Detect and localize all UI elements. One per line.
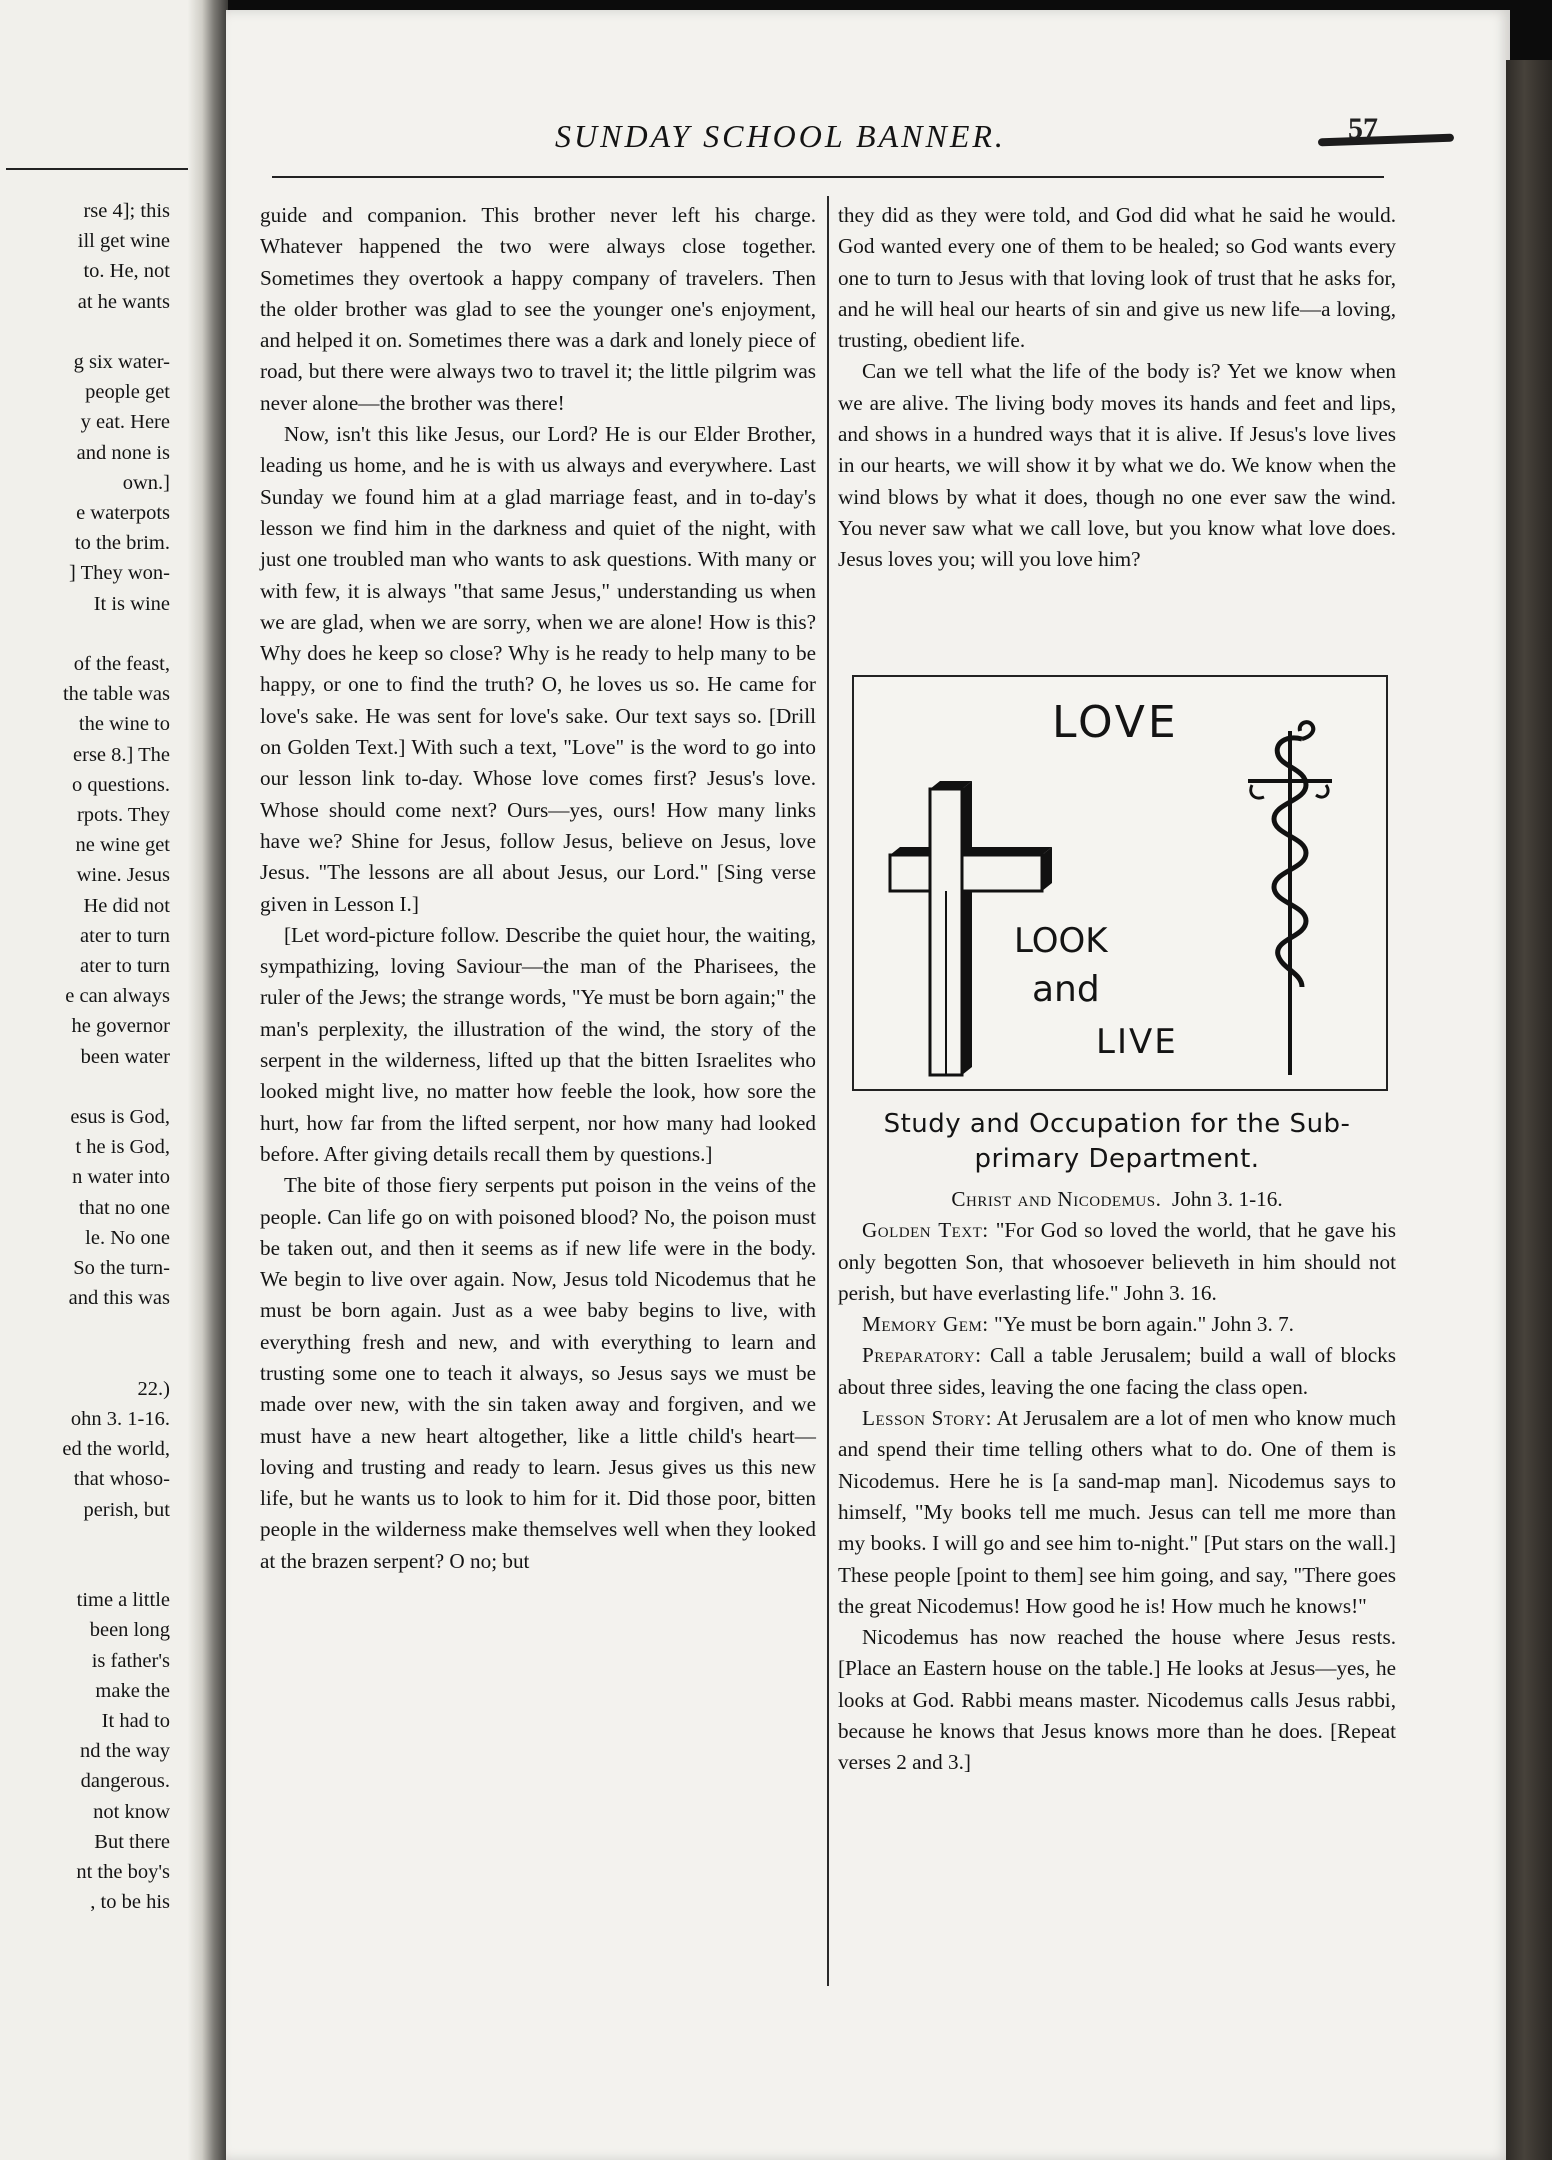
golden-text-label: Golden Text: (862, 1218, 989, 1243)
left-page-line: t he is God, (75, 1136, 170, 1159)
brazen-serpent-icon (1248, 722, 1332, 1075)
figure-word-and: and (1032, 969, 1100, 1010)
lesson-subtitle-label: Christ and Nicodemus. (951, 1187, 1162, 1211)
running-head: SUNDAY SCHOOL BANNER. (555, 118, 1006, 154)
left-page-line: to the brim. (74, 532, 170, 555)
lesson-subtitle (838, 1184, 1396, 1215)
header-rule (272, 176, 1384, 178)
lesson-story-paragraph (838, 1403, 1396, 1622)
left-page-line: been water (80, 1045, 170, 1068)
col1-paragraph-4: The bite of those fiery serpents put poison in the veins of the people. Can life go on with poisoned blood? No, the poison must be taken out, and then it seems as if new life were in the body. We begin to live over again. Now, Jesus told Nicodemus that he must be born again. Just as a wee baby begins to live, with everything fresh and new, and with everything to learn and trusting some one to teach it always, so Jesus says we must be made over new, with the sin taken away and forgiven, and we must have a new heart altogether, like a little child's heart—loving and trusting and ready to learn. Jesus gives us this new life, but he wants us to look to him for it. Did those poor, bitten people in the wilderness make themselves well when they looked at the brazen serpent? O no; but (260, 1173, 816, 1573)
left-page-line: rse 4]; this (83, 200, 170, 222)
left-page-fragment (0, 0, 190, 2160)
left-page-line: the wine to (78, 713, 170, 736)
memory-gem-body: "Ye must be born again." John 3. 7. (993, 1312, 1294, 1337)
left-page-line: nd the way (80, 1740, 170, 1763)
column-2 (838, 200, 1396, 576)
column-1 (260, 200, 816, 1577)
left-page-line: ] They won- (69, 562, 170, 585)
left-page-line: erse 8.] The (73, 743, 170, 766)
section-heading-line-1: Study and Occupation for the Sub- (883, 1109, 1351, 1139)
left-page-line: own.] (122, 471, 170, 494)
preparatory-body: Call a table Jerusalem; build a wall of blocks about three sides, leaving the one facing the class open. (838, 1343, 1397, 1399)
left-page-line: It is wine (93, 592, 170, 615)
left-page-line: e can always (65, 985, 170, 1008)
left-page-line: So the turn- (73, 1257, 170, 1279)
lesson-subtitle-ref: John 3. 1-16. (1171, 1187, 1283, 1211)
figure-word-live: LIVE (1096, 1022, 1178, 1062)
col2-paragraph-1: they did as they were told, and God did what he said he would. God wanted every one of them to be healed; so God wants every one to turn to Jesus with that loving look of trust that he asks for, and he will heal our hearts of sin and give us new life—a loving, trusting, obedient life. (838, 203, 1396, 353)
left-page-line: dangerous. (80, 1770, 170, 1793)
column-2-lower (838, 1184, 1396, 1779)
left-page-line: people get (85, 381, 170, 404)
left-page-line: at he wants (77, 290, 170, 313)
col1-paragraph-2: Now, isn't this like Jesus, our Lord? He is our Elder Brother, leading us home, and he is with us always and everywhere. Last Sunday we found him at a glad marriage feast, and in to-day's lesson we find him in the darkness and quiet of the night, with just one troubled man who wants to ask questions. With many or with few, it is always "that same Jesus," understanding us when we are glad, when we are sorry, when we are alone! How is this? Why does he keep so close? Why is he ready to help many to be happy, or one to find the truth? O, he loves us so. He came for love's sake. He was sent for love's sake. Our text says so. [Drill on Golden Text.] With such a text, "Love" is the word to go into our lesson link to-day. Whose love comes first? Jesus's love. Whose should come next? Ours—yes, ours! How many links have we? Shine for Jesus, follow Jesus, believe on Jesus, love Jesus. "The lessons are all about Jesus, our Lord." [Sing verse given in Lesson I.] (260, 422, 816, 916)
left-page-line: 22.) (137, 1377, 170, 1400)
left-page-header-rule (6, 140, 190, 170)
left-page-line: , to be his (90, 1891, 170, 1914)
left-page-line: make the (95, 1679, 170, 1702)
left-page-line: and this was (68, 1287, 170, 1310)
book-gutter (188, 0, 228, 2160)
left-page-line: to. He, not (83, 260, 170, 283)
preparatory-paragraph (838, 1340, 1396, 1403)
left-page-line: ohn 3. 1-16. (70, 1408, 170, 1430)
left-page-line: that whoso- (73, 1468, 170, 1491)
left-page-line: of the feast, (73, 653, 170, 675)
left-page-line: ater to turn (80, 955, 170, 977)
page-number (1318, 112, 1454, 145)
left-page-line: g six water- (73, 351, 170, 373)
col1-paragraph-1: guide and companion. This brother never left his charge. Whatever happened the two were always close together. Sometimes they overtook a happy company of travelers. Then the older brother was glad to see the younger one's enjoyment, and helped it on. Sometimes there was a dark and lonely piece of road, but there were always two to travel it; the little pilgrim was never alone—the brother was there! (260, 203, 816, 415)
left-page-line: o questions. (72, 773, 170, 796)
lesson-story-label: Lesson Story: (862, 1406, 993, 1431)
final-paragraph: Nicodemus has now reached the house where Jesus rests. [Place an Eastern house on the table.] He looks at Jesus—yes, he looks at God. Rabbi means master. Nicodemus calls Jesus rabbi, because he knows that Jesus knows more than he does. [Repeat verses 2 and 3.] (838, 1625, 1396, 1775)
left-page-line: not know (93, 1800, 170, 1823)
left-page-line: e waterpots (76, 502, 170, 524)
left-page-line: that no one (78, 1196, 170, 1219)
left-page-line: nt the boy's (76, 1861, 170, 1883)
left-page-line: But there (94, 1830, 170, 1853)
left-page-line: wine. Jesus (76, 864, 170, 887)
golden-text-paragraph (838, 1215, 1396, 1309)
left-page-line: been long (89, 1619, 170, 1642)
left-page-line: esus is God, (70, 1106, 170, 1128)
left-page-line: le. No one (85, 1226, 170, 1249)
memory-gem-paragraph (838, 1309, 1396, 1340)
page-number-text: 57 (1348, 112, 1378, 145)
section-heading-line-2: primary Department. (974, 1144, 1260, 1174)
left-page-line: ed the world, (62, 1438, 170, 1461)
left-page-line: and none is (76, 441, 170, 464)
left-page-line: he governor (71, 1015, 170, 1038)
left-page-line: perish, but (83, 1498, 170, 1521)
left-page-line: ater to turn (80, 924, 170, 947)
left-page-line: rpots. They (76, 804, 170, 826)
left-page-line: y eat. Here (80, 411, 170, 434)
left-page-line: He did not (83, 894, 170, 917)
love-look-live-illustration (852, 675, 1388, 1091)
figure-word-look: LOOK (1014, 921, 1108, 961)
column-divider (827, 196, 829, 1986)
memory-gem-label: Memory Gem: (862, 1312, 989, 1337)
left-page-line: n water into (72, 1166, 170, 1189)
left-page-line: It had to (101, 1710, 170, 1732)
left-page-line: the table was (62, 683, 170, 706)
left-page-line: ne wine get (75, 834, 170, 857)
section-heading (838, 1107, 1396, 1177)
preparatory-label: Preparatory: (862, 1343, 982, 1368)
golden-text-body: "For God so loved the world, that he gave his only begotten Son, that whosoever believeth in him should not perish, but have everlasting life." John 3. 16. (838, 1218, 1397, 1305)
left-page-line: is father's (91, 1649, 170, 1672)
lesson-story-body: At Jerusalem are a lot of men who know much and spend their time telling others what to do. One of them is Nicodemus. Here he is [a sand-map man]. Nicodemus says to himself, "My books tell me much. Jesus can tell me more than my books. I will go and see him to-night." [Put stars on the wall.] These people [point to them] see him going, and say, "There goes the great Nicodemus! How good he is! How much he knows!" (838, 1406, 1396, 1618)
left-page-line: time a little (76, 1589, 170, 1612)
left-page-line: ill get wine (77, 230, 170, 253)
figure-word-love: LOVE (1052, 697, 1179, 748)
col1-paragraph-3: [Let word-picture follow. Describe the quiet hour, the waiting, sympathizing, loving Saviour—the man of the Pharisees, the ruler of the Jews; the strange words, "Ye must be born again;" the man's perplexity, the illustration of the wind, the story of the serpent in the wilderness, lifted up that the bitten Israelites who looked might live, no matter how feeble the look, how sore the hurt, how far from the lifted serpent, nor how many had looked before. After giving details recall them by questions.] (260, 922, 816, 1166)
book-binding (1506, 60, 1552, 2160)
col2-paragraph-2: Can we tell what the life of the body is? Yet we know when we are alive. The living body moves its hands and feet and lips, and shows in a hundred ways that it is alive. If Jesus's love lives in our hearts, we will show it by what we do. We know when the wind blows by what it does, though no one ever saw the wind. You never saw what we call love, but you know what love does. Jesus loves you; will you love him? (838, 359, 1396, 572)
